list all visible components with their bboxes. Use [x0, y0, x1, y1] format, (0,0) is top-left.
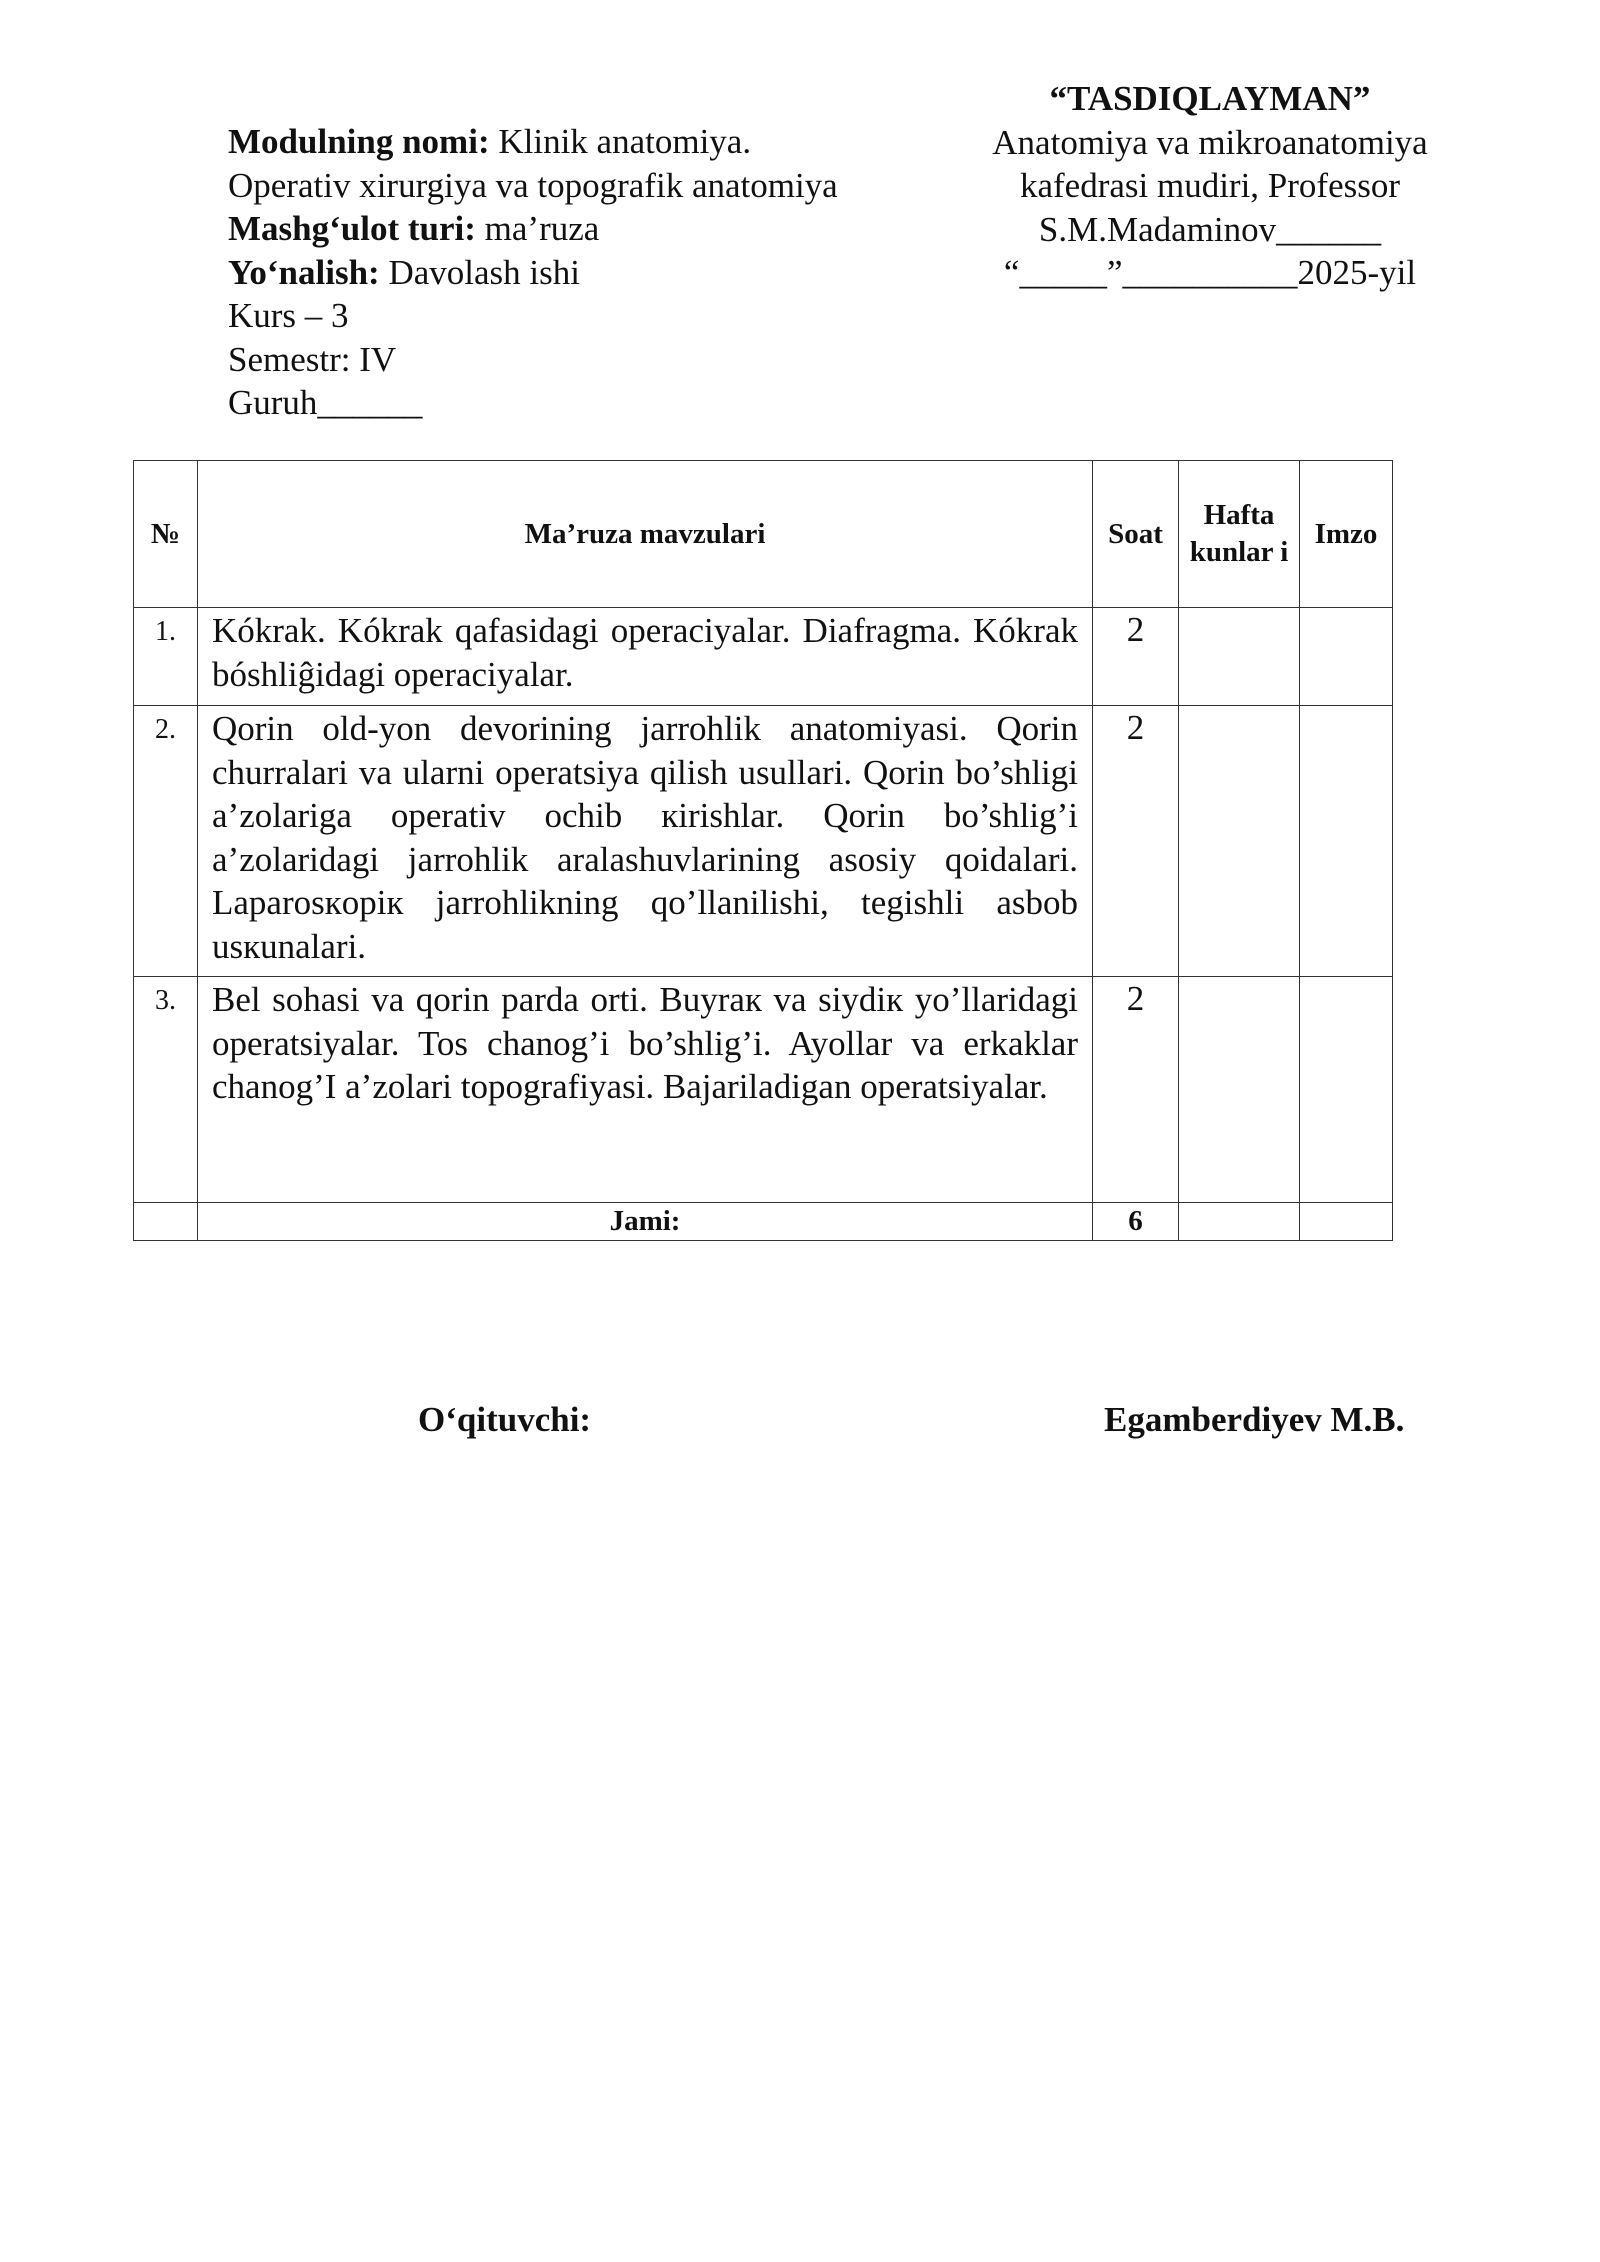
- session-type-label: Mashg‘ulot turi:: [228, 209, 476, 248]
- total-empty-cell: [134, 1203, 198, 1241]
- row-hours: 2: [1093, 977, 1179, 1203]
- direction-label: Yo‘nalish:: [228, 252, 380, 292]
- total-week-day-cell: [1179, 1203, 1300, 1241]
- total-signature-cell: [1300, 1203, 1393, 1241]
- table-header-row: [134, 461, 1393, 608]
- total-hours: 6: [1093, 1203, 1179, 1241]
- row-hours: 2: [1093, 706, 1179, 977]
- row-number: 2.: [134, 706, 198, 977]
- direction-line: [228, 251, 838, 295]
- module-name-value: Klinik anatomiya.: [489, 122, 752, 161]
- row-topic: Bel sohasi va qorin parda orti. Buyraк va siydiк yo’llaridagi operatsiyalar. Tos chanog’i bo’shlig’i. Ayollar va erkaklar chanog’I a’zolari topografiyasi. Bajariladigan operatsiyalar.: [198, 977, 1093, 1203]
- row-topic: Kókrak. Kókrak qafasidagi operaciyalar. Diafragma. Kókrak bóshliĝidagi operaciyalar.: [198, 608, 1093, 706]
- teacher-label: O‘qituvchi:: [418, 1400, 592, 1439]
- row-signature-cell: [1300, 608, 1393, 706]
- header-signature: Imzo: [1300, 461, 1393, 608]
- module-name-value-line2: Operativ xirurgiya va topografik anatomiya: [228, 165, 838, 205]
- total-label: Jami:: [198, 1203, 1093, 1241]
- table-row: [134, 977, 1393, 1203]
- row-week-day-cell: [1179, 977, 1300, 1203]
- header-topics: Ma’ruza mavzulari: [198, 461, 1093, 608]
- approval-line-3: S.M.Madaminov______: [1038, 209, 1382, 249]
- header-week-day: Hafta kunlar i: [1179, 461, 1300, 608]
- approval-block: [950, 77, 1470, 295]
- lecture-topics-table: [133, 460, 1393, 1241]
- module-name-label: Modulning nomi:: [228, 122, 490, 161]
- row-number: 3.: [134, 977, 198, 1203]
- row-week-day-cell: [1179, 706, 1300, 977]
- direction-value: Davolash ishi: [379, 252, 580, 292]
- approval-line-1: Anatomiya va mikroanatomiya: [992, 122, 1428, 162]
- header-number: №: [134, 461, 198, 608]
- semester-line: Semestr: IV: [228, 339, 397, 379]
- row-signature-cell: [1300, 977, 1393, 1203]
- header-hours: Soat: [1093, 461, 1179, 608]
- row-signature-cell: [1300, 706, 1393, 977]
- approval-title: “TASDIQLAYMAN”: [1049, 79, 1371, 118]
- module-name-line: [228, 120, 838, 164]
- table-row: [134, 706, 1393, 977]
- group-line: Guruh______: [228, 383, 423, 422]
- table-total-row: [134, 1203, 1393, 1241]
- module-info: [228, 120, 838, 425]
- row-hours: 2: [1093, 608, 1179, 706]
- row-topic: Qorin old-yon devorining jarrohlik anatomiyasi. Qorin churralari va ularni operatsiya qilish usullari. Qorin bo’shligi a’zolariga operativ ochib кirishlar. Qorin bo’shlig’i a’zolaridagi jarrohlik aralashuvlarining asosiy qoidalari. Laparosкopiк jarrohlikning qo’llanilishi, tegishli asbob usкunalari.: [198, 706, 1093, 977]
- session-type-value: ma’ruza: [475, 209, 600, 248]
- row-number: 1.: [134, 608, 198, 706]
- approval-line-2: kafedrasi mudiri, Professor: [1019, 166, 1401, 205]
- row-week-day-cell: [1179, 608, 1300, 706]
- approval-date-line: “_____”__________2025-yil: [1003, 253, 1417, 292]
- course-line: Kurs – 3: [228, 296, 349, 335]
- session-type-line: [228, 207, 838, 251]
- teacher-name: Egamberdiyev M.B.: [1104, 1400, 1405, 1439]
- table-row: [134, 608, 1393, 706]
